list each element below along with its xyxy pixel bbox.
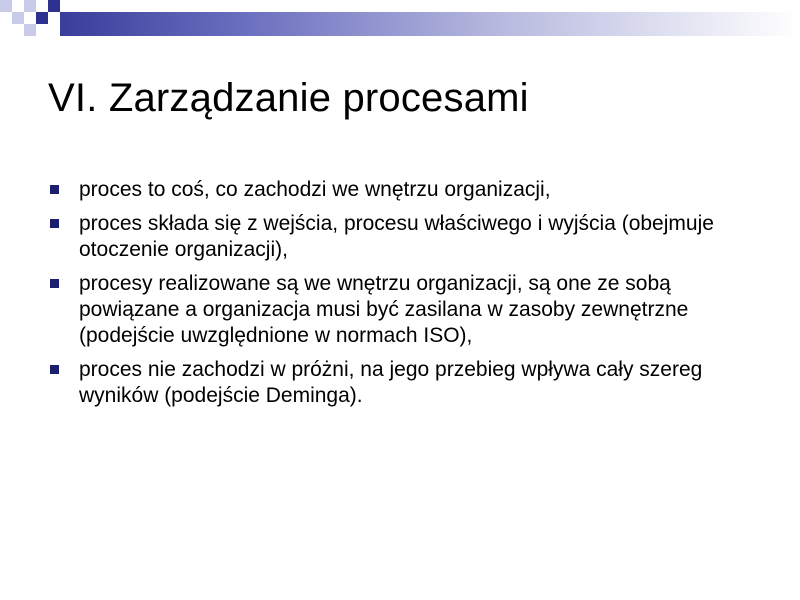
header-decoration <box>0 0 800 50</box>
square-bullet-icon <box>50 185 59 194</box>
header-gradient-band <box>60 12 800 36</box>
decor-square <box>0 0 12 12</box>
decor-square <box>36 12 48 24</box>
bullet-item <box>48 357 748 409</box>
bullet-item <box>48 177 748 203</box>
slide-title: VI. Zarządzanie procesami <box>48 76 529 120</box>
bullet-text: proces składa się z wejścia, procesu właściwego i wyjścia (obejmuje otoczenie organizacji), <box>79 212 714 261</box>
decor-square <box>12 12 24 24</box>
bullet-text: procesy realizowane są we wnętrzu organizacji, są one ze sobą powiązane a organizacja musi być zasilana w zasoby zewnętrzne (podejście uwzględnione w normach ISO), <box>79 272 689 347</box>
bullet-text: proces to coś, co zachodzi we wnętrzu organizacji, <box>79 178 551 201</box>
square-bullet-icon <box>50 279 59 288</box>
decor-square <box>48 0 60 12</box>
square-bullet-icon <box>50 219 59 228</box>
square-bullet-icon <box>50 365 59 374</box>
bullet-item <box>48 271 748 349</box>
decor-square <box>24 0 36 12</box>
bullet-text: proces nie zachodzi w próżni, na jego przebieg wpływa cały szereg wyników (podejście Deminga). <box>79 358 703 407</box>
bullet-item <box>48 211 748 263</box>
decor-square <box>24 24 36 36</box>
bullet-list <box>48 177 748 417</box>
